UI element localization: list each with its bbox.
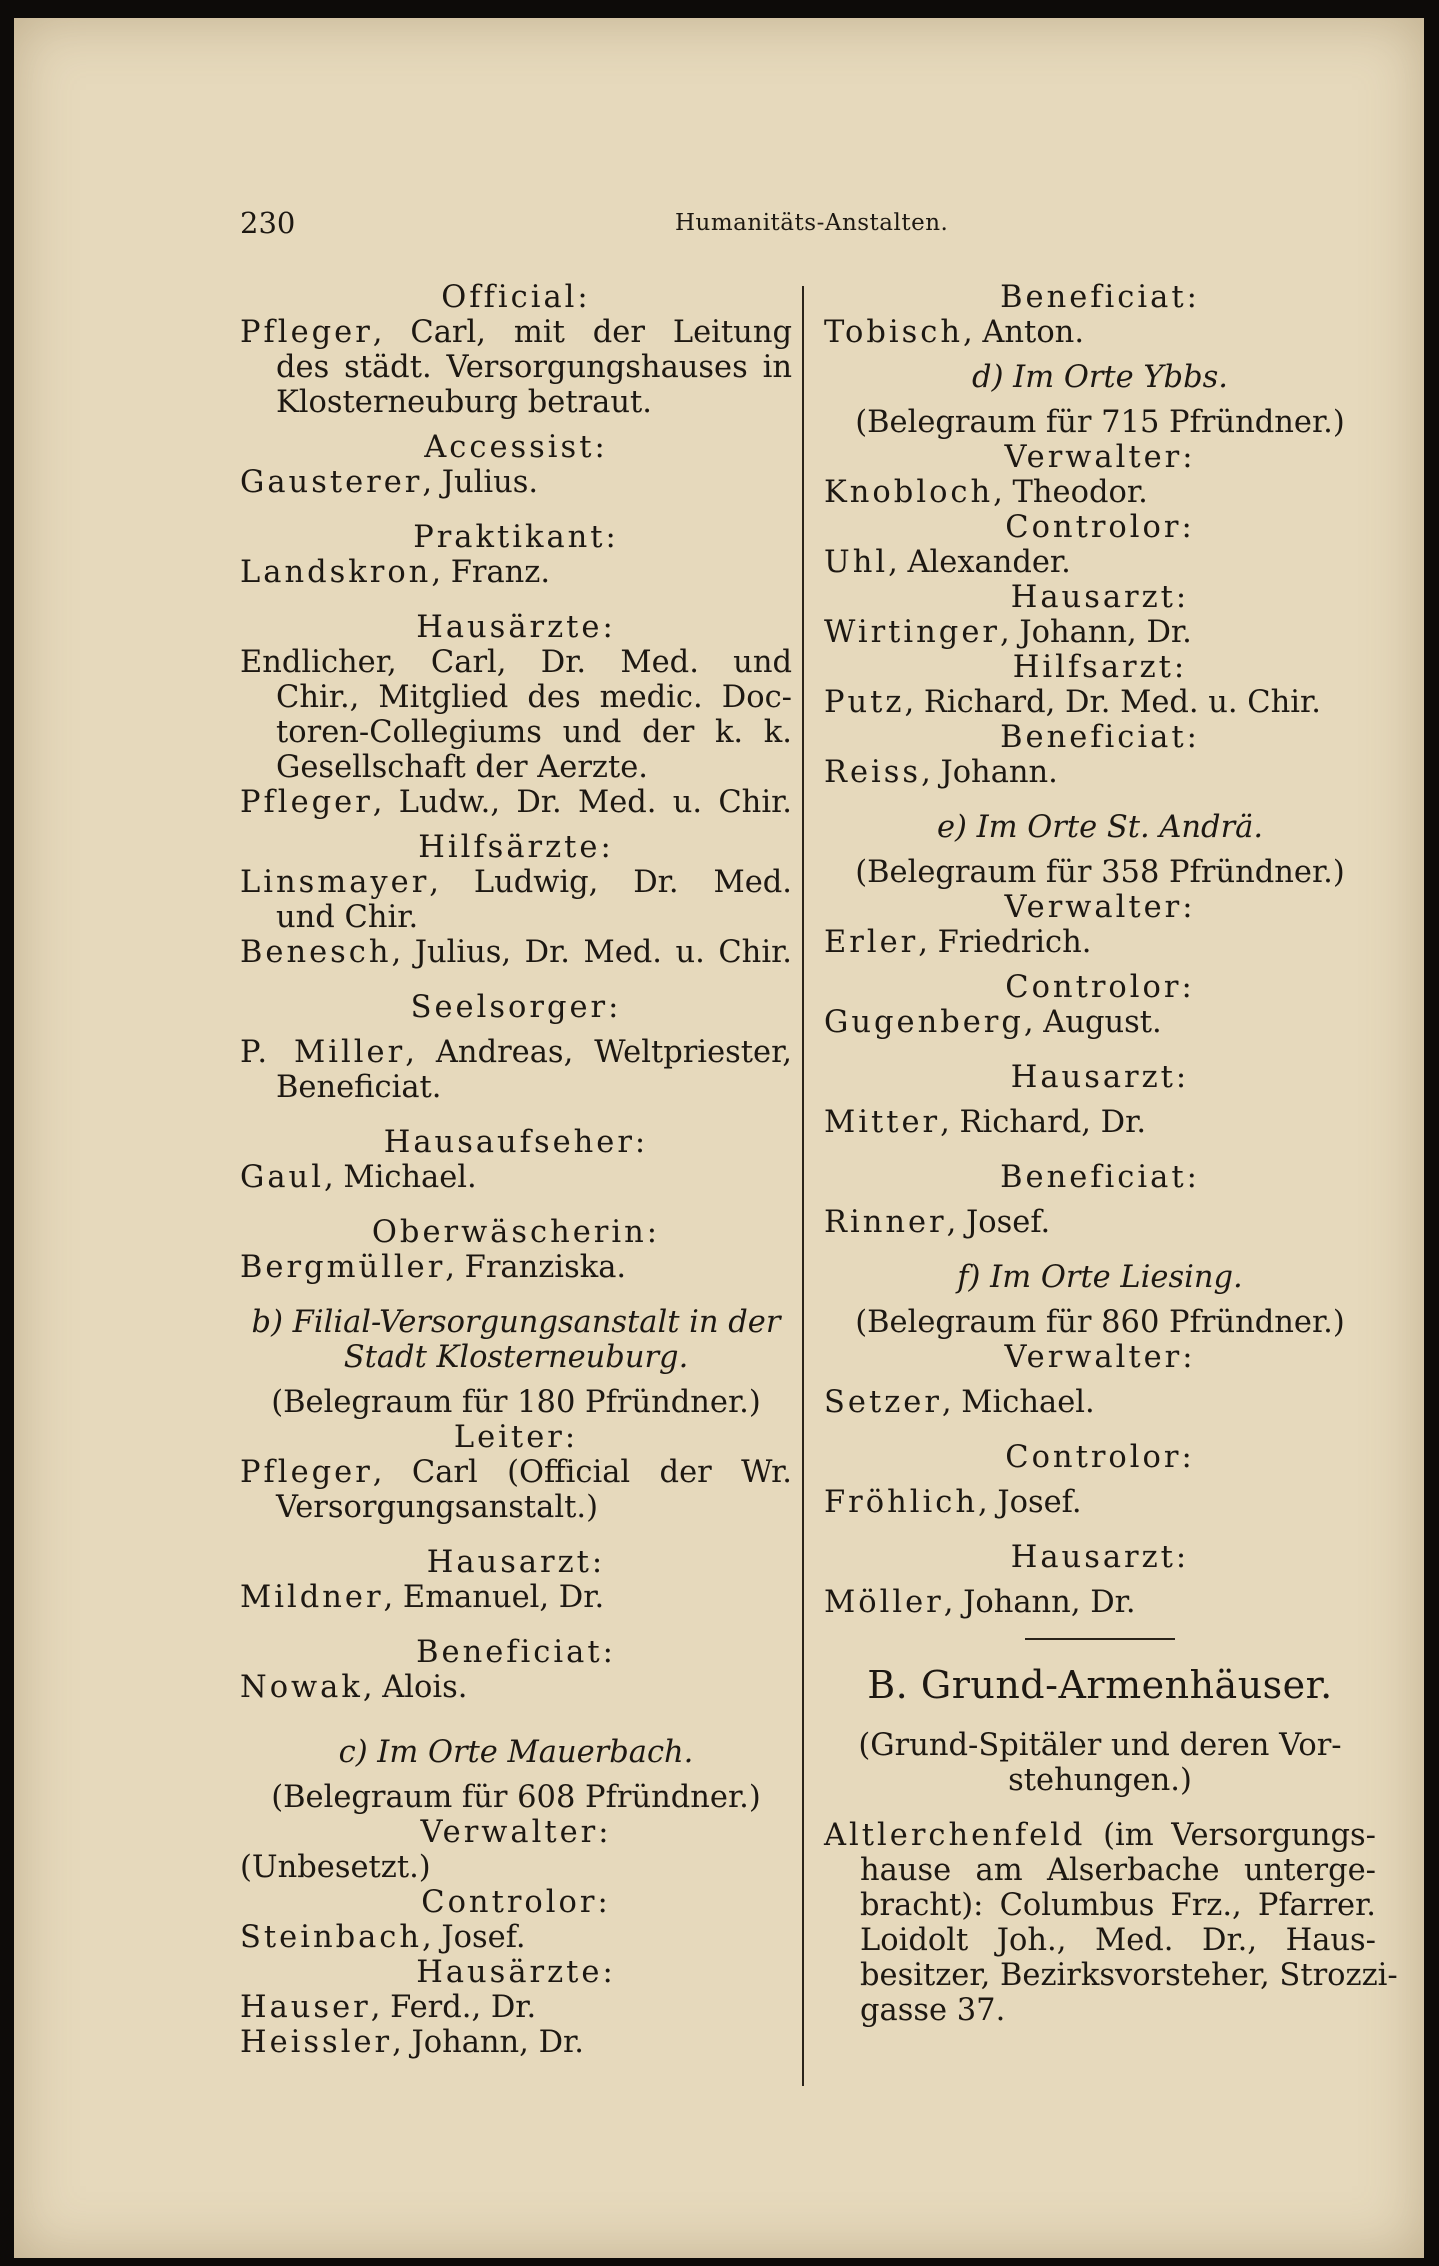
entry-line: Klosterneuburg betraut. [276,385,652,420]
entry-name: Mitter [824,1105,941,1140]
section-heading: Hausärzte: [416,610,616,645]
entry-line [824,475,1376,510]
capacity-note: (Belegraum für 608 Pfründner.) [271,1780,761,1815]
entry-name: Möller [824,1585,944,1620]
capacity-note: (Belegraum für 715 Pfründner.) [855,405,1345,440]
entry-line [824,685,1376,720]
book-page [14,18,1424,2258]
entry-text: , Carl (Official der Wr. [372,1455,792,1490]
entry-line [824,545,1376,580]
section-heading: Official: [441,280,591,315]
entry-name: Pfleger [240,315,373,350]
entry-line [240,465,792,500]
section-heading: Beneficiat: [416,1635,616,1670]
entry-line [240,315,792,350]
section-heading: Verwalter: [1004,440,1196,475]
entry-line [824,1005,1376,1040]
entry-name: Benesch [240,935,392,970]
entry-line: besitzer, Bezirksvorsteher, Strozzi- [860,1958,1398,1993]
section-heading: Hausarzt: [426,1545,606,1580]
entry-line: des städt. Versorgungshauses in [276,350,792,385]
entry-line [824,925,1376,960]
entry-text: , Franz. [431,555,551,590]
entry-name: Wirtinger [824,615,1000,650]
page-header [240,206,980,246]
entry-text: , Michael. [941,1385,1095,1420]
entry-text: , Michael. [323,1160,477,1195]
section-heading: Seelsorger: [410,990,622,1025]
entry-line [824,1385,1376,1420]
entry-line [824,1585,1376,1620]
main-section-heading: B. Grund-Armenhäuser. [867,1663,1333,1707]
entry-line: (Unbesetzt.) [240,1850,431,1885]
section-heading: Oberwäscherin: [371,1215,661,1250]
capacity-note: (Belegraum für 358 Pfründner.) [855,855,1345,890]
entry-name: Knobloch [824,475,994,510]
section-heading: Leiter: [453,1420,579,1455]
entry-line [824,1105,1376,1140]
entry-name: Tobisch [824,315,963,350]
entry-name: Gaul [240,1160,324,1195]
entry-name: Linsmayer [240,865,430,900]
entry-line [240,1580,792,1615]
entry-line [824,1818,1376,1853]
entry-name: Hauser [240,1990,371,2025]
entry-line: gasse 37. [860,1993,1006,2028]
section-heading: Controlor: [1005,970,1195,1005]
entry-name: Pfleger [240,785,373,820]
section-heading: Controlor: [1005,1440,1195,1475]
entry-line [240,2025,792,2060]
section-heading: Beneficiat: [1000,1160,1200,1195]
entry-line [240,865,792,900]
entry-text: , Theodor. [993,475,1148,510]
entry-line [240,1455,792,1490]
entry-name: Landskron [240,555,432,590]
entry-line [240,1250,792,1285]
entry-name: Bergmüller [240,1250,446,1285]
capacity-note: (Belegraum für 180 Pfründner.) [271,1385,761,1420]
entry-text: , Julius, Dr. Med. u. Chir. [391,935,792,970]
entry-name: Pfleger [240,1455,373,1490]
running-head: Humanitäts-Anstalten. [675,210,949,236]
entry-text: , Ferd., Dr. [370,1990,537,2025]
section-heading: Beneficiat: [1000,720,1200,755]
entry-line [240,1990,792,2025]
entry-line [240,935,792,970]
section-heading: Hausarzt: [1010,1540,1190,1575]
subsection-title: Stadt Klosterneuburg. [343,1340,689,1375]
entry-text: , Josef. [422,1920,526,1955]
column-divider [802,286,804,2086]
entry-name: Nowak [240,1670,363,1705]
entry-line [240,1035,792,1070]
entry-text: , Anton. [963,315,1085,350]
section-subtitle: stehungen.) [1008,1763,1192,1798]
section-heading: Hausaufseher: [383,1125,649,1160]
section-heading: Beneficiat: [1000,280,1200,315]
section-heading: Hausarzt: [1010,580,1190,615]
entry-name: Reiss [824,755,922,790]
entry-line [824,1485,1376,1520]
section-subtitle: (Grund-Spitäler und deren Vor- [858,1728,1342,1763]
section-heading: Verwalter: [1004,1340,1196,1375]
entry-text: , Ludwig, Dr. Med. [429,865,792,900]
entry-line: hause am Alserbache unterge- [860,1853,1376,1888]
entry-text: , Friedrich. [918,925,1092,960]
subsection-title: c) Im Orte Mauerbach. [338,1735,694,1770]
entry-line: und Chir. [276,900,419,935]
entry-line: Chir., Mitglied des medic. Doc- [276,680,792,715]
entry-text: , Carl, mit der Leitung [372,315,792,350]
section-heading: Controlor: [421,1885,611,1920]
entry-name: Fröhlich [824,1485,978,1520]
section-rule [1025,1638,1175,1640]
entry-text: , Johann, Dr. [392,2025,584,2060]
left-column [240,280,792,2060]
entry-text: , Emanuel, Dr. [383,1580,605,1615]
entry-text: , Carl, Dr. Med. und [386,645,792,680]
entry-text: , Josef. [946,1205,1051,1240]
entry-text: , Josef. [977,1485,1082,1520]
entry-text: , Richard, Dr. Med. u. Chir. [904,685,1321,720]
entry-line [240,555,792,590]
entry-text: , August. [1023,1005,1162,1040]
entry-text: , Richard, Dr. [940,1105,1147,1140]
entry-name: Steinbach [240,1920,423,1955]
entry-line [240,1670,792,1705]
entry-line: toren-Collegiums und der k. k. [276,715,792,750]
subsection-title: b) Filial-Versorgungsanstalt in der [251,1305,781,1340]
entry-line [240,1160,792,1195]
entry-name: Gausterer [240,465,423,500]
entry-name: Mildner [240,1580,384,1615]
capacity-note: (Belegraum für 860 Pfründner.) [855,1305,1345,1340]
page-number: 230 [240,206,296,240]
right-column [824,280,1398,2028]
entry-line [824,1205,1376,1240]
section-heading: Hausärzte: [416,1955,616,1990]
section-heading: Hausarzt: [1010,1060,1190,1095]
entry-line: Loidolt Joh., Med. Dr., Haus- [860,1923,1376,1958]
entry-line [824,755,1376,790]
entry-line [240,645,792,680]
entry-name: Gugenberg [824,1005,1024,1040]
entry-name: Rinner [824,1205,947,1240]
entry-name: Endlicher [240,645,387,680]
section-heading: Praktikant: [413,520,619,555]
entry-text: , Franziska. [445,1250,627,1285]
entry-name: P. Miller [240,1035,406,1070]
entry-text: , Julius. [422,465,539,500]
entry-line [240,785,792,820]
subsection-title: e) Im Orte St. Andrä. [936,810,1264,845]
section-heading: Verwalter: [1004,890,1196,925]
entry-text: (im Versorgungs- [1085,1818,1376,1853]
entry-line [240,1920,792,1955]
entry-text: , Alois. [362,1670,468,1705]
section-heading: Hilfsarzt: [1012,650,1188,685]
entry-name: Erler [824,925,919,960]
entry-text: , Johann, Dr. [999,615,1192,650]
entry-line: Versorgungsanstalt.) [276,1490,598,1525]
entry-name: Putz [824,685,905,720]
section-heading: Hilfsärzte: [418,830,614,865]
subsection-title: f) Im Orte Liesing. [957,1260,1243,1295]
entry-line [824,615,1376,650]
subsection-title: d) Im Orte Ybbs. [972,360,1228,395]
entry-text: , Ludw., Dr. Med. u. Chir. [372,785,792,820]
entry-text: , Andreas, Weltpriester, [405,1035,792,1070]
entry-text: , Alexander. [888,545,1071,580]
section-heading: Controlor: [1005,510,1195,545]
entry-text: , Johann, Dr. [943,1585,1136,1620]
section-heading: Accessist: [424,430,608,465]
entry-text: , Johann. [921,755,1058,790]
entry-line [824,315,1376,350]
entry-name: Heissler [240,2025,393,2060]
entry-line: bracht): Columbus Frz., Pfarrer. [860,1888,1376,1923]
entry-line: Beneficiat. [276,1070,442,1105]
entry-name: Setzer [824,1385,942,1420]
section-heading: Verwalter: [420,1815,612,1850]
entry-name: Altlerchenfeld [824,1818,1086,1853]
entry-line: Gesellschaft der Aerzte. [276,750,649,785]
entry-name: Uhl [824,545,889,580]
